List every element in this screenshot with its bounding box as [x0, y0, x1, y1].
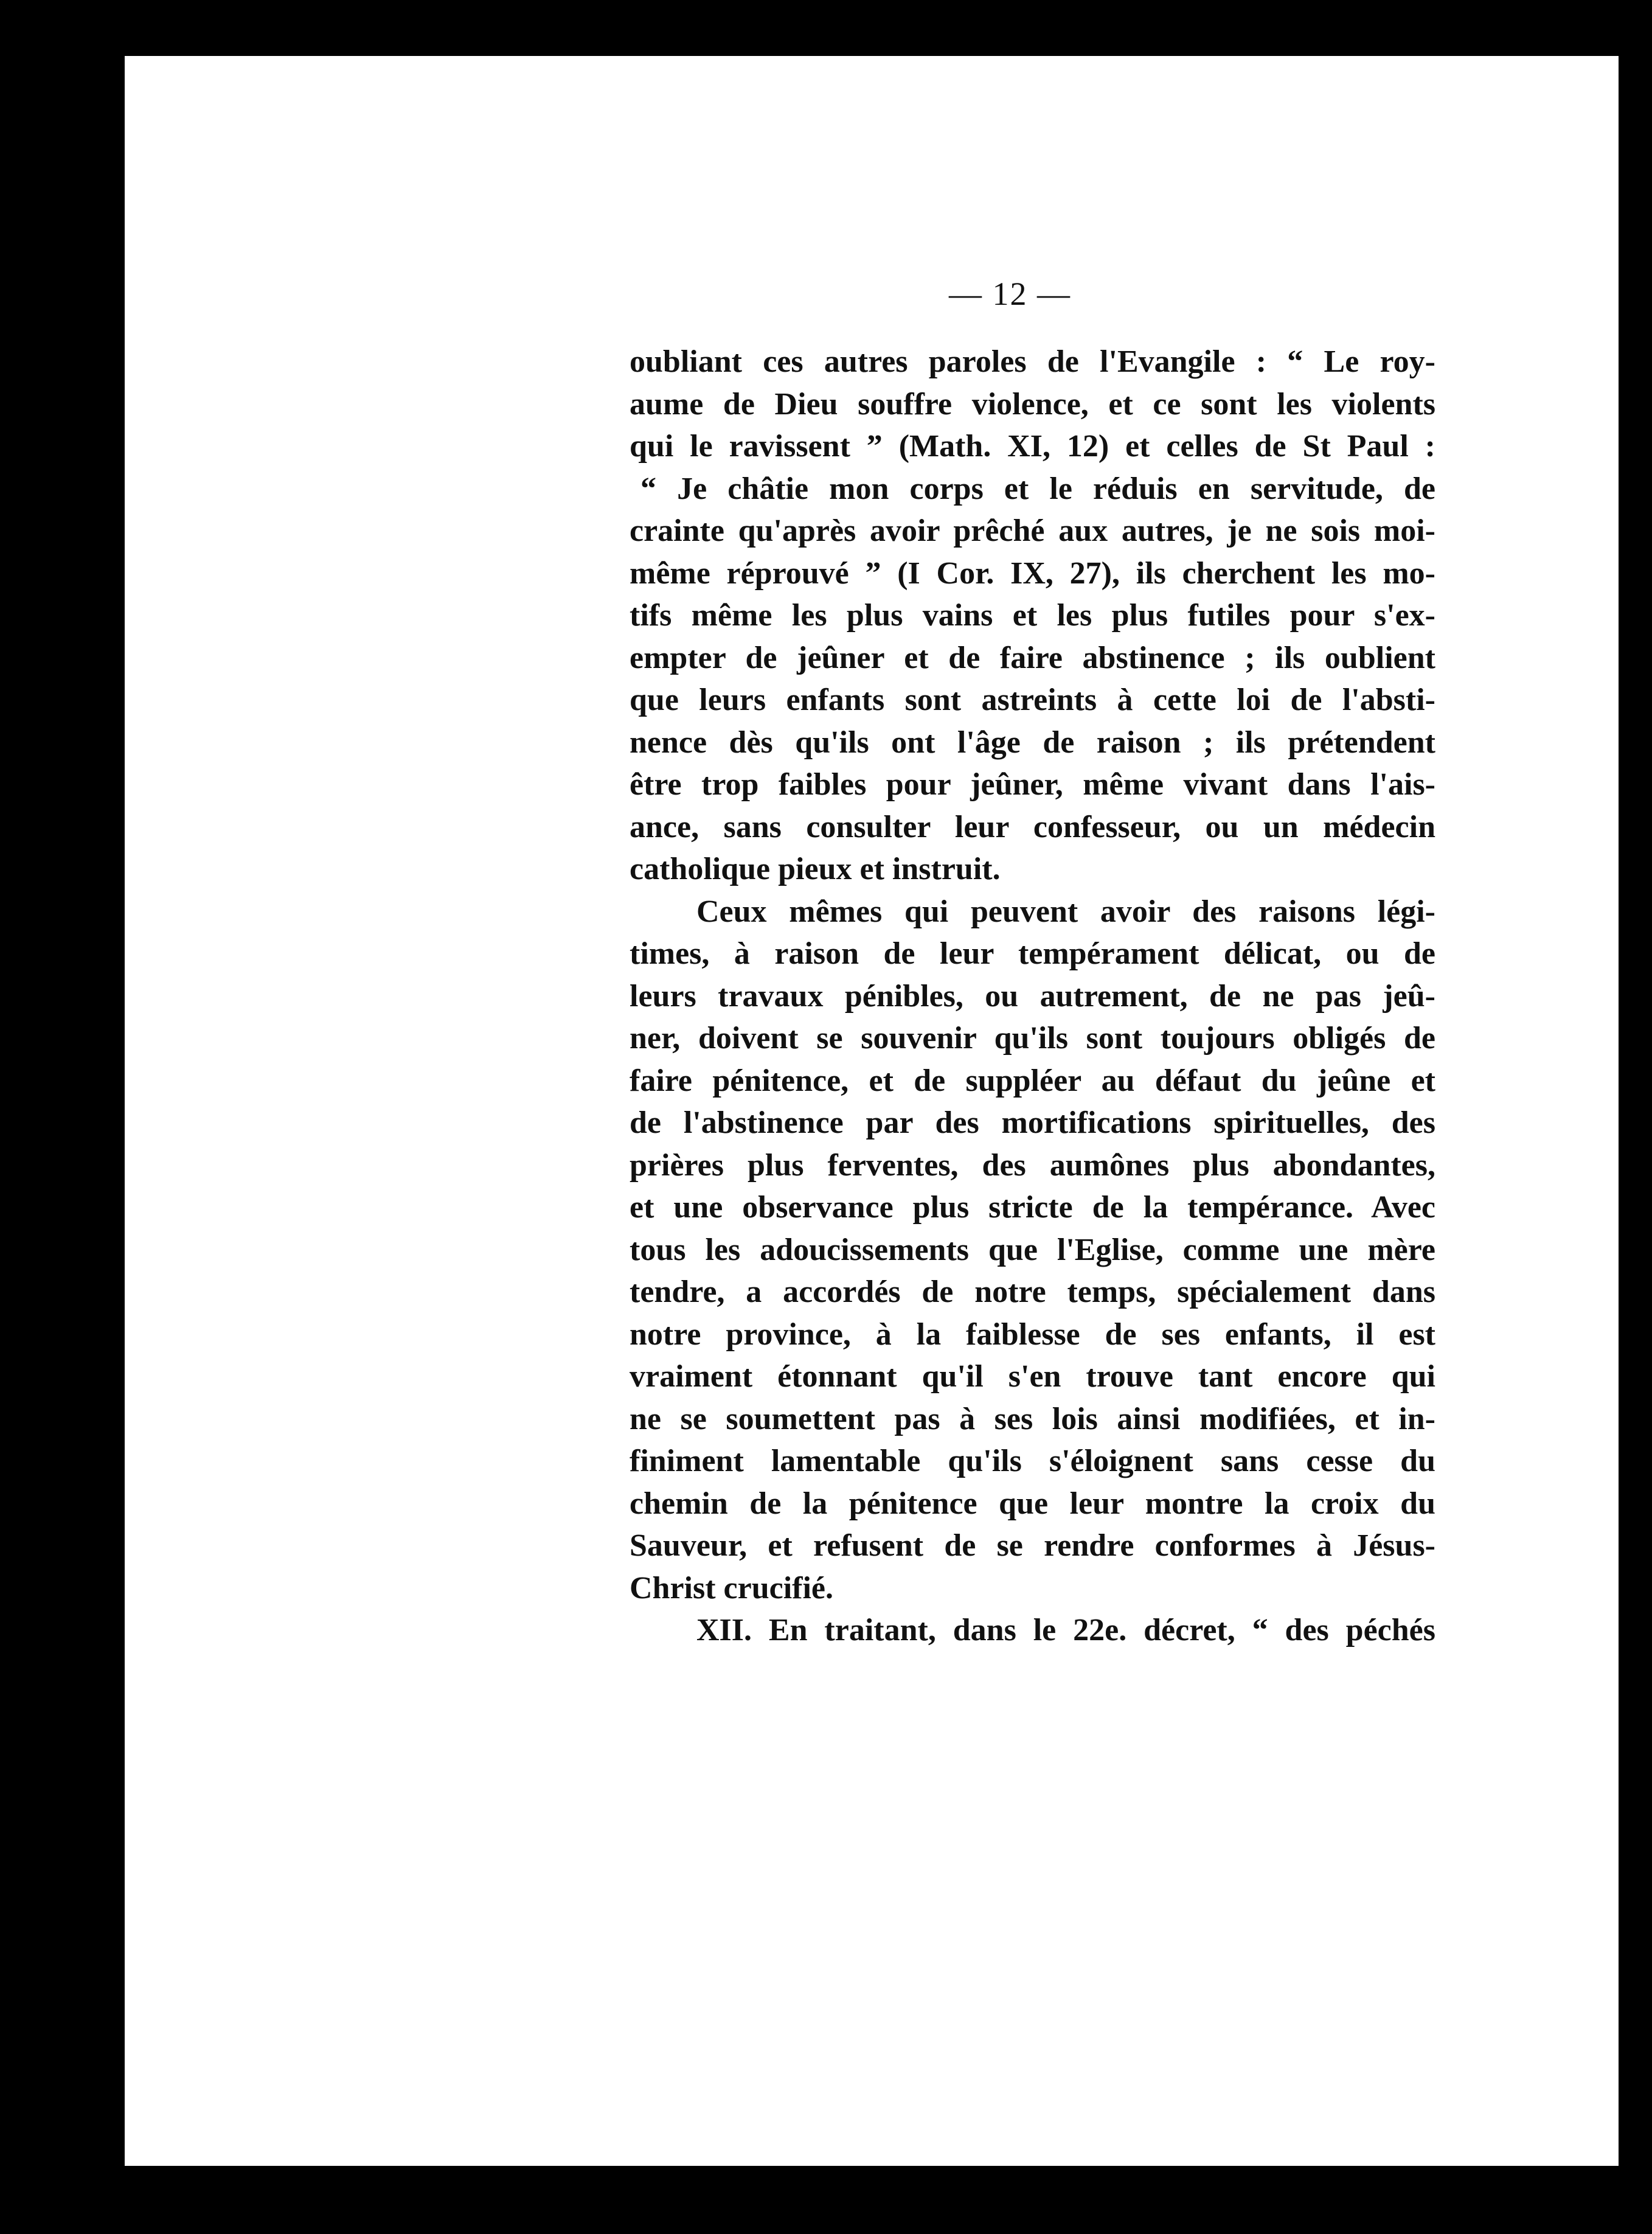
text-line: que leurs enfants sont astreints à cette loi de l'absti- — [630, 683, 1435, 717]
text-line: empter de jeûner et de faire abstinence ; ils oublient — [630, 640, 1435, 675]
text-line: même réprouvé ” (I Cor. IX, 27), ils cherchent les mo- — [630, 555, 1435, 591]
text-line: tous les adoucissements que l'Eglise, comme une mère — [630, 1232, 1435, 1267]
text-line: crainte qu'après avoir prêché aux autres, je ne sois moi- — [630, 513, 1435, 548]
text-line: aume de Dieu souffre violence, et ce sont les violents — [630, 386, 1435, 422]
text-line: ner, doivent se souvenir qu'ils sont toujours obligés de — [630, 1021, 1435, 1056]
text-line: leurs travaux pénibles, ou autrement, de ne pas jeû- — [630, 978, 1435, 1014]
text-line: XII. En traitant, dans le 22e. décret, “ des péchés — [696, 1613, 1435, 1648]
text-line: vraiment étonnant qu'il s'en trouve tant encore qui — [630, 1359, 1435, 1394]
text-line: “ Je châtie mon corps et le réduis en servitude, de — [640, 471, 1435, 506]
text-line: et une observance plus stricte de la tempérance. Avec — [630, 1190, 1435, 1225]
text-line: nence dès qu'ils ont l'âge de raison ; ils prétendent — [630, 725, 1435, 760]
body-text — [630, 341, 1435, 1652]
text-line: Sauveur, et refusent de se rendre conformes à Jésus- — [630, 1528, 1435, 1563]
text-line: tifs même les plus vains et les plus futiles pour s'ex- — [630, 598, 1435, 633]
text-line: times, à raison de leur tempérament délicat, ou de — [630, 936, 1435, 971]
text-line: tendre, a accordés de notre temps, spécialement dans — [630, 1275, 1435, 1309]
text-line: de l'abstinence par des mortifications spirituelles, des — [630, 1105, 1435, 1140]
text-line: ne se soumettent pas à ses lois ainsi modifiées, et in- — [630, 1401, 1435, 1436]
page-number: — 12 — — [949, 276, 1071, 312]
text-line: chemin de la pénitence que leur montre la croix du — [630, 1486, 1435, 1521]
text-line: qui le ravissent ” (Math. XI, 12) et celles de St Paul : — [630, 429, 1435, 464]
text-line: faire pénitence, et de suppléer au défaut du jeûne et — [630, 1063, 1435, 1098]
text-line: Ceux mêmes qui peuvent avoir des raisons légi- — [696, 894, 1435, 929]
text-line: Christ crucifié. — [630, 1570, 834, 1606]
text-line: oubliant ces autres paroles de l'Evangile : “ Le roy- — [630, 344, 1435, 379]
text-line: notre province, à la faiblesse de ses enfants, il est — [630, 1317, 1435, 1352]
text-line: finiment lamentable qu'ils s'éloignent sans cesse du — [630, 1444, 1435, 1478]
text-line: prières plus ferventes, des aumônes plus abondantes, — [630, 1147, 1435, 1183]
text-line: ance, sans consulter leur confesseur, ou un médecin — [630, 809, 1435, 844]
text-line: catholique pieux et instruit. — [630, 852, 1001, 886]
text-line: être trop faibles pour jeûner, même vivant dans l'ais- — [630, 767, 1435, 802]
